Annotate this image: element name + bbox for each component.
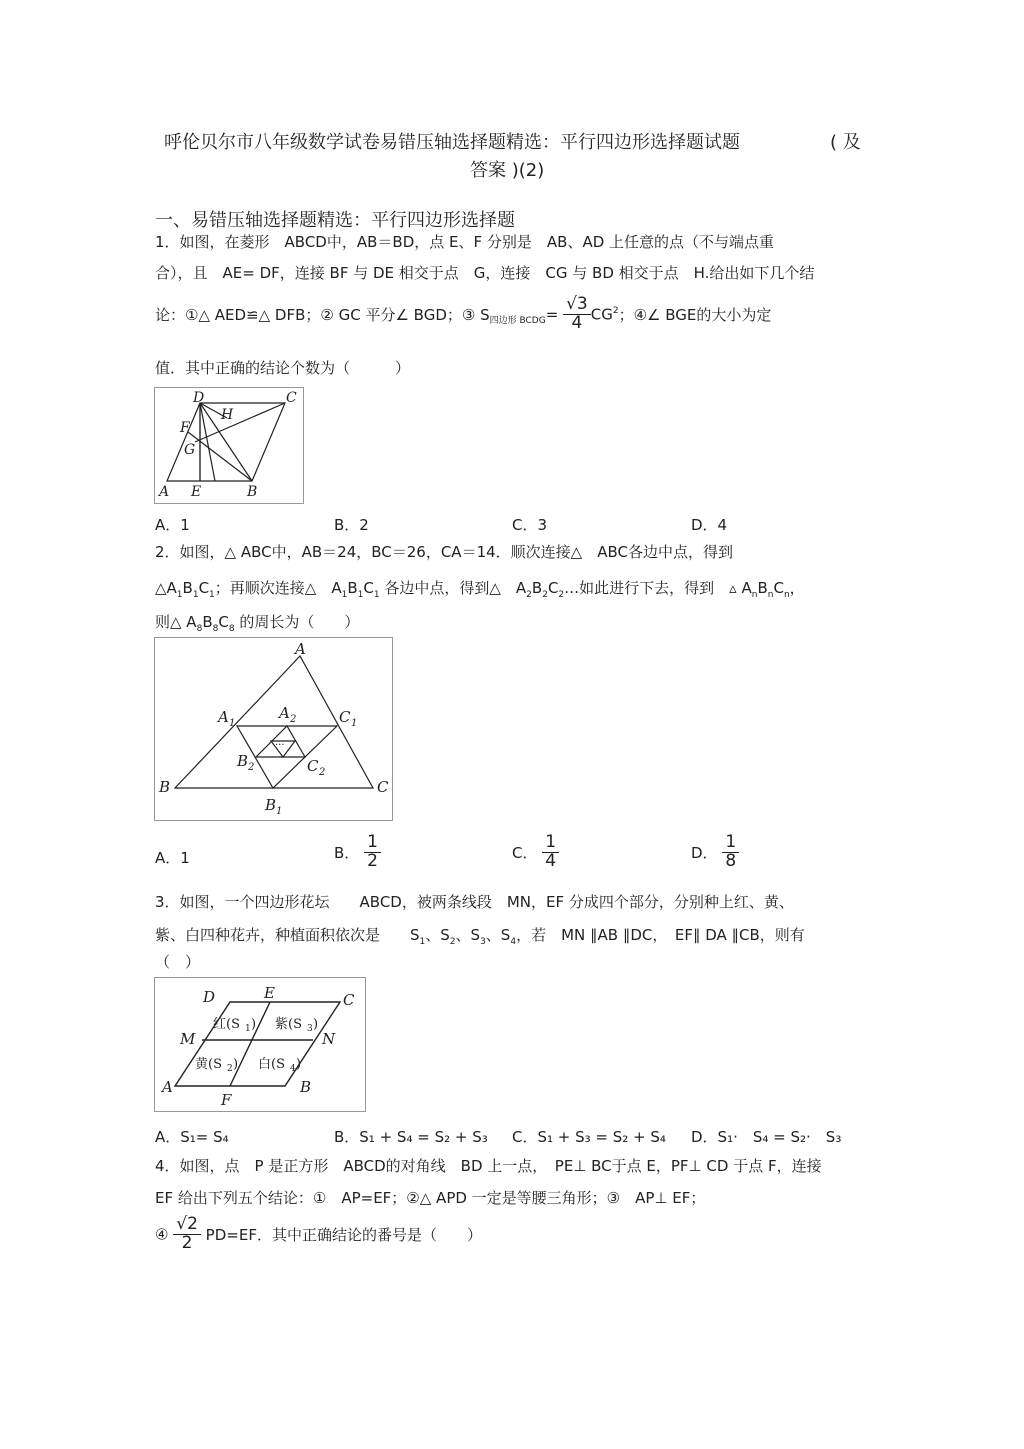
q2-label-a2: A [279, 704, 290, 722]
q1-cg: CG [590, 305, 613, 324]
flower-bed-diagram [155, 978, 365, 1111]
q4-frac-num: √2 [173, 1216, 201, 1235]
q1-line1: 1．如图，在菱形 ABCD中，AB＝BD，点 E、F 分别是 AB、AD 上任意的点（不与端点重 [155, 233, 775, 251]
doc-title-line2: 答案 )(2) [470, 160, 545, 181]
svg-text:1: 1 [245, 1024, 251, 1034]
q2-label-c: C [377, 778, 389, 796]
q2-l2-a: △A [155, 579, 177, 597]
svg-text:2: 2 [319, 767, 326, 778]
q3-option-b[interactable]: B．S₁ + S₄ = S₂ + S₃ [334, 1128, 488, 1146]
q2-option-a[interactable]: A．1 [155, 849, 190, 867]
svg-text:1: 1 [229, 718, 236, 729]
q3-label-c: C [343, 991, 355, 1009]
svg-text:4: 4 [290, 1064, 296, 1074]
q1-area-subscript: 四边形 BCDG [489, 315, 546, 326]
q3-option-d[interactable]: D．S₁· S₄ = S₂· S₃ [691, 1128, 842, 1146]
svg-text:1: 1 [351, 718, 358, 729]
q2-label-c1: C [339, 708, 351, 726]
rhombus-diagram [155, 388, 303, 503]
q3-label-b: B [300, 1078, 312, 1096]
svg-text:): ) [313, 1017, 319, 1032]
q1-line3-text: 论：①△ AED≌△ DFB；② GC 平分∠ BGD；③ S [155, 305, 490, 324]
q2-option-b-label: B． [334, 843, 360, 862]
q3-label-f: F [221, 1091, 232, 1109]
q2-option-c-fraction [542, 834, 559, 871]
q3-label-n: N [322, 1030, 336, 1048]
svg-text:2: 2 [227, 1064, 233, 1074]
q3-label-a: A [162, 1078, 173, 1096]
q2-line3: 则△ $A_8B_8C_8$ 的周长为（ ） [155, 613, 360, 634]
q3-l2-a: 紫、白四种花卉，种植面积依次是 S [155, 926, 420, 944]
doc-title-tail: ( 及 [830, 132, 861, 153]
q1-figure [154, 387, 304, 504]
q1-line3-tail: ；④∠ BGE的大小为定 [618, 305, 772, 324]
triangle-diagram [155, 638, 392, 820]
q2-label-b2: B [237, 752, 249, 770]
q2-l2-d: …如此进行下去，得到 ▵ A [564, 579, 752, 597]
svg-text:2: 2 [248, 762, 255, 773]
q2-l2-b: ；再顺次连接△ A [214, 579, 342, 597]
svg-text:): ) [233, 1057, 239, 1072]
frac-num: 1 [542, 834, 559, 853]
q1-label-h: H [221, 407, 234, 423]
svg-text:): ) [251, 1017, 257, 1032]
svg-text:2: 2 [290, 714, 297, 725]
q1-label-e: E [191, 484, 202, 500]
q4-line1: 4．如图，点 P 是正方形 ABCD的对角线 BD 上一点， PE⊥ BC于点 E，PF⊥ CD 于点 F，连接 [155, 1157, 822, 1175]
q1-label-b: B [247, 484, 258, 500]
q1-option-a[interactable]: A．1 [155, 516, 190, 534]
section-heading: 一、易错压轴选择题精选：平行四边形选择题 [155, 210, 515, 231]
q2-label-c2: C [307, 757, 319, 775]
svg-text:3: 3 [307, 1024, 313, 1034]
q3-label-white: 白(S [258, 1057, 285, 1072]
q1-label-c: C [286, 390, 297, 406]
q3-label-m: M [180, 1030, 196, 1048]
q2-option-b[interactable] [334, 834, 381, 871]
q1-option-d[interactable]: D．4 [691, 516, 728, 534]
q1-line2: 合），且 AE= DF，连接 BF 与 DE 相交于点 G，连接 CG 与 BD 相交于点 H.给出如下几个结 [155, 264, 815, 282]
q1-label-a: A [159, 484, 170, 500]
q3-figure [154, 977, 366, 1112]
q2-option-c[interactable] [512, 834, 559, 871]
q3-option-c[interactable]: C．S₁ + S₃ = S₂ + S₄ [512, 1128, 666, 1146]
q3-label-e: E [264, 984, 275, 1002]
q4-l3-b: PD=EF．其中正确结论的番号是（ ） [205, 1225, 482, 1244]
q1-option-b[interactable]: B．2 [334, 516, 369, 534]
q2-label-a: A [295, 640, 306, 658]
q2-label-dots: ··· [275, 740, 285, 751]
q1-line4: 值．其中正确的结论个数为（ ） [155, 359, 411, 377]
q2-line2: $\triangle A_1B_1C_1$；再顺次连接△ $A_1B_1C_1$ 各边中点，得到△ $A_2B_2C_2\dots$如此进行下去，得到 ▵ $A_nB_nC_n$， [155, 579, 805, 600]
q2-l2-e: ， [789, 579, 805, 597]
q1-equals: = [545, 305, 559, 324]
svg-text:): ) [296, 1057, 302, 1072]
frac-den: 4 [545, 850, 557, 871]
q3-line1: 3．如图，一个四边形花坛 ABCD，被两条线段 MN，EF 分成四个部分，分别种上红、黄、 [155, 893, 794, 911]
q1-frac-num: √3 [563, 296, 591, 315]
q3-line3: （ ） [155, 953, 201, 971]
q1-label-f: F [180, 420, 190, 436]
svg-text:1: 1 [276, 806, 283, 817]
q3-option-a[interactable]: A．S₁= S₄ [155, 1128, 229, 1146]
q3-label-red: 红(S [213, 1017, 240, 1032]
q4-fraction [173, 1216, 201, 1253]
q1-label-d: D [193, 390, 205, 406]
q3-label-yellow: 黄(S [195, 1057, 222, 1072]
q3-l2-b: ，若 MN ∥AB ∥DC， EF∥ DA ∥CB，则有 [516, 926, 805, 944]
frac-den: 2 [367, 850, 378, 871]
q2-option-d[interactable] [691, 834, 739, 871]
q2-l3-a: 则△ A [155, 613, 197, 631]
q1-line3 [155, 296, 771, 333]
doc-title-line1: 呼伦贝尔市八年级数学试卷易错压轴选择题精选：平行四边形选择题试题 [164, 132, 740, 153]
q1-frac-den: 4 [571, 312, 583, 333]
q4-line2: EF 给出下列五个结论：① AP=EF；②△ APD 一定是等腰三角形；③ AP⊥ EF； [155, 1189, 706, 1207]
q4-l3-a: ④ [155, 1225, 169, 1244]
q3-line2: 紫、白四种花卉，种植面积依次是 $S_1$、$S_2$、$S_3$、$S_4$，若 MN ∥AB ∥DC， EF∥ DA ∥CB，则有 [155, 926, 805, 947]
q2-label-b1: B [265, 796, 277, 814]
q2-option-d-label: D． [691, 843, 718, 862]
q4-line3 [155, 1216, 482, 1253]
q2-l2-c: 各边中点，得到△ A [384, 579, 527, 597]
q2-line1: 2．如图，△ ABC中，AB＝24，BC＝26，CA＝14．顺次连接△ ABC各边中点，得到 [155, 543, 733, 561]
frac-num: 1 [364, 834, 381, 853]
q4-frac-den: 2 [181, 1232, 193, 1253]
q2-label-b: B [159, 778, 171, 796]
q2-label-a1: A [218, 708, 229, 726]
q2-option-d-fraction [722, 834, 739, 871]
q2-option-c-label: C． [512, 843, 538, 862]
q1-option-c[interactable]: C．3 [512, 516, 548, 534]
q3-label-d: D [203, 988, 216, 1006]
q2-option-b-fraction [364, 834, 381, 871]
q1-label-g: G [184, 442, 196, 458]
q3-label-purple: 紫(S [275, 1017, 302, 1032]
frac-num: 1 [722, 834, 739, 853]
frac-den: 8 [725, 850, 737, 871]
q1-cg-sup: 2 [612, 305, 619, 316]
q2-figure [154, 637, 393, 821]
q2-l3-b: 的周长为（ ） [239, 613, 360, 631]
q1-fraction [563, 296, 591, 333]
